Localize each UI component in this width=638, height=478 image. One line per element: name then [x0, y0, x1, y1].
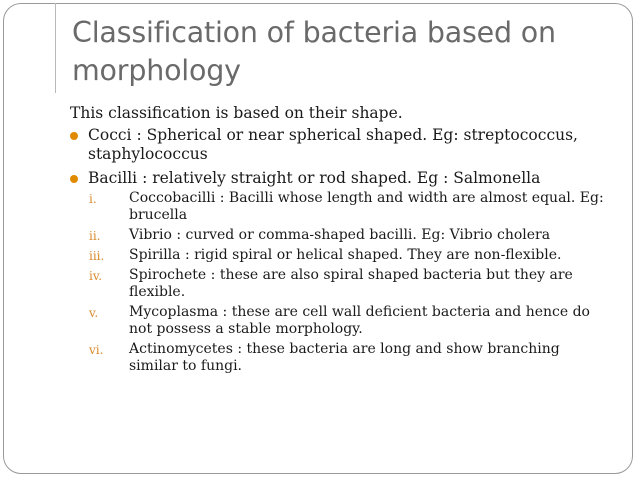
sublist-item [70, 247, 610, 264]
slide-body [70, 103, 610, 380]
sublist-item [70, 267, 610, 301]
roman-numeral: iii. [89, 249, 105, 263]
intro-text: This classification is based on their shape. [70, 104, 403, 122]
sublist-text: Coccobacilli : Bacilli whose length and width are almost equal. Eg: brucella [129, 190, 604, 223]
sublist-item [70, 190, 610, 224]
slide-title: Classification of bacteria based on morphology [72, 16, 556, 87]
sublist-text: Vibrio : curved or comma-shaped bacilli. Eg: Vibrio cholera [129, 227, 551, 243]
bullet-text: Cocci : Spherical or near spherical shaped. Eg: streptococcus, staphylococcus [88, 126, 578, 163]
sublist-text: Spirochete : these are also spiral shaped bacteria but they are flexible. [129, 267, 573, 300]
bullet-dot-icon [70, 175, 78, 183]
sublist-text: Spirilla : rigid spiral or helical shaped. They are non-flexible. [129, 247, 562, 263]
bullet-text: Bacilli : relatively straight or rod shaped. Eg : Salmonella [88, 169, 541, 187]
roman-numeral: i. [89, 192, 97, 206]
bullet-list [70, 126, 610, 375]
bullet-item-cocci [70, 126, 610, 164]
sublist-item [70, 227, 610, 244]
sublist-text: Mycoplasma : these are cell wall deficient bacteria and hence do not possess a stable morphology. [129, 304, 590, 337]
bacilli-sublist [88, 190, 610, 375]
sublist-item [70, 341, 610, 375]
roman-numeral: vi. [89, 343, 104, 357]
bullet-dot-icon [70, 132, 78, 140]
roman-numeral: ii. [89, 229, 101, 243]
bullet-item-bacilli [70, 169, 610, 375]
sublist-item [70, 304, 610, 338]
roman-numeral: v. [89, 306, 99, 320]
sublist-text: Actinomycetes : these bacteria are long and show branching similar to fungi. [129, 341, 560, 374]
title-accent-line [55, 3, 56, 93]
roman-numeral: iv. [89, 269, 103, 283]
